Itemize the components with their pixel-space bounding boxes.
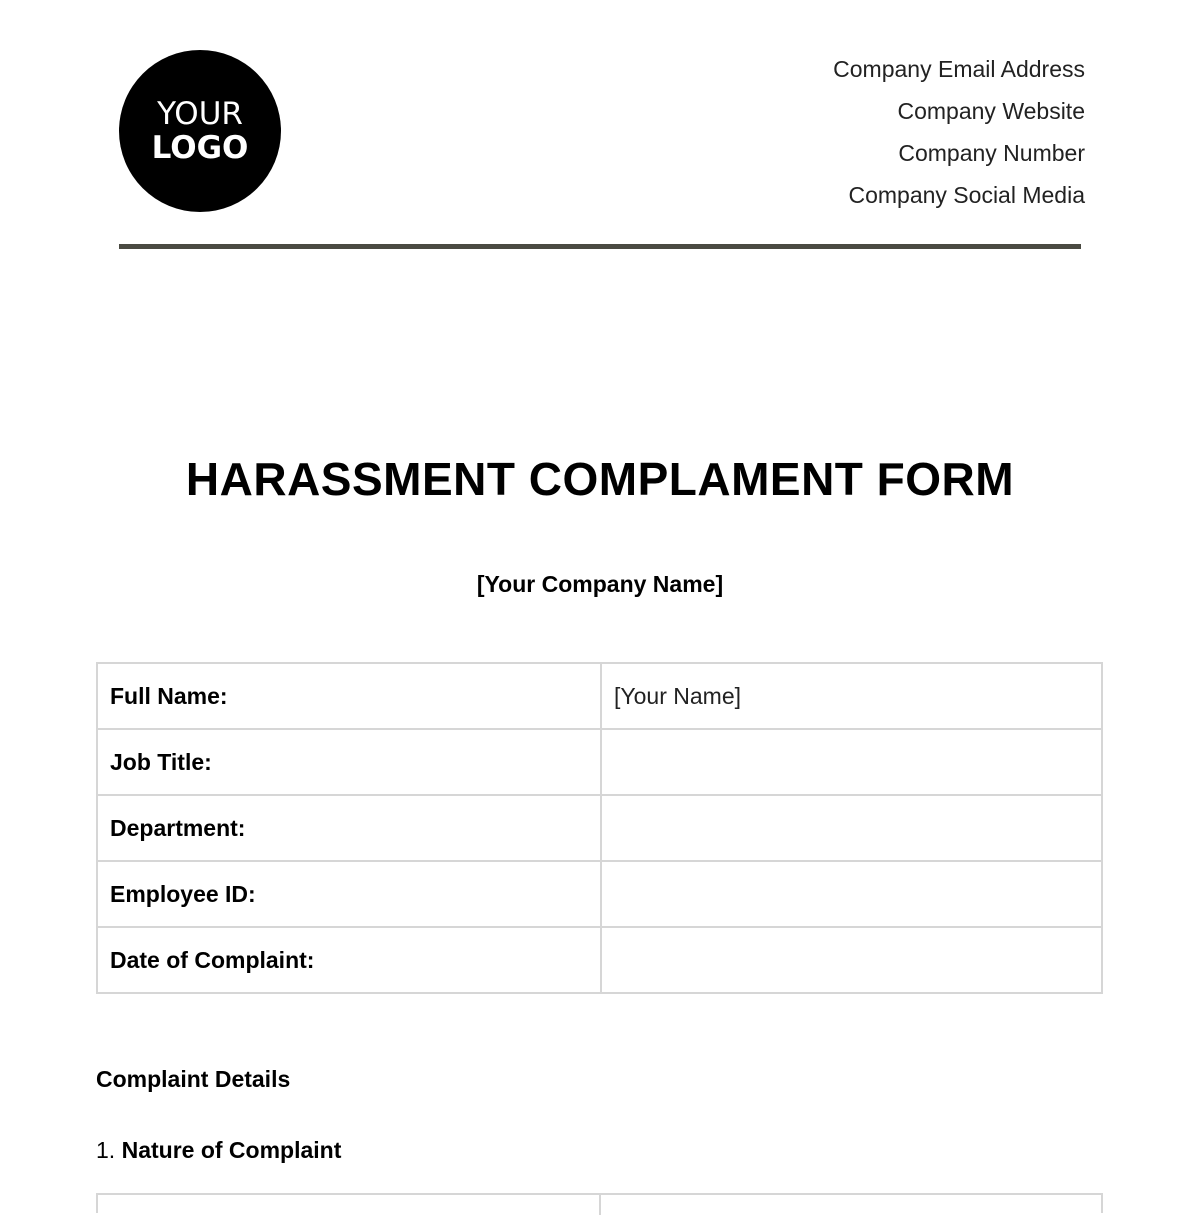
item-title: Nature of Complaint	[121, 1137, 342, 1163]
date-of-complaint-label: Date of Complaint:	[97, 927, 601, 993]
company-social-media: Company Social Media	[848, 182, 1085, 208]
table-row	[97, 861, 1102, 927]
full-name-field[interactable]: [Your Name]	[601, 663, 1102, 729]
logo-text-logo: LOGO	[151, 130, 249, 166]
nature-of-complaint-heading	[96, 1137, 341, 1164]
company-website: Company Website	[897, 98, 1085, 124]
job-title-label: Job Title:	[97, 729, 601, 795]
nature-of-complaint-table	[96, 1193, 1103, 1213]
table-column-divider	[599, 1195, 601, 1215]
table-row	[97, 663, 1102, 729]
table-row	[97, 729, 1102, 795]
table-row	[97, 795, 1102, 861]
table-row	[97, 927, 1102, 993]
full-name-label: Full Name:	[97, 663, 601, 729]
company-logo	[119, 50, 281, 212]
job-title-field[interactable]	[601, 729, 1102, 795]
item-number: 1.	[96, 1137, 116, 1163]
company-name-placeholder: [Your Company Name]	[476, 571, 724, 597]
department-label: Department:	[97, 795, 601, 861]
logo-text-your: YOUR	[157, 96, 243, 132]
company-number: Company Number	[898, 140, 1085, 166]
company-email: Company Email Address	[833, 56, 1085, 82]
complaint-details-heading: Complaint Details	[96, 1066, 291, 1092]
department-field[interactable]	[601, 795, 1102, 861]
employee-id-label: Employee ID:	[97, 861, 601, 927]
date-of-complaint-field[interactable]	[601, 927, 1102, 993]
employee-info-table	[96, 662, 1103, 994]
header-divider	[119, 244, 1081, 249]
employee-id-field[interactable]	[601, 861, 1102, 927]
page-title: HARASSMENT COMPLAMENT FORM	[185, 453, 1015, 505]
company-contact-block	[833, 52, 1085, 220]
